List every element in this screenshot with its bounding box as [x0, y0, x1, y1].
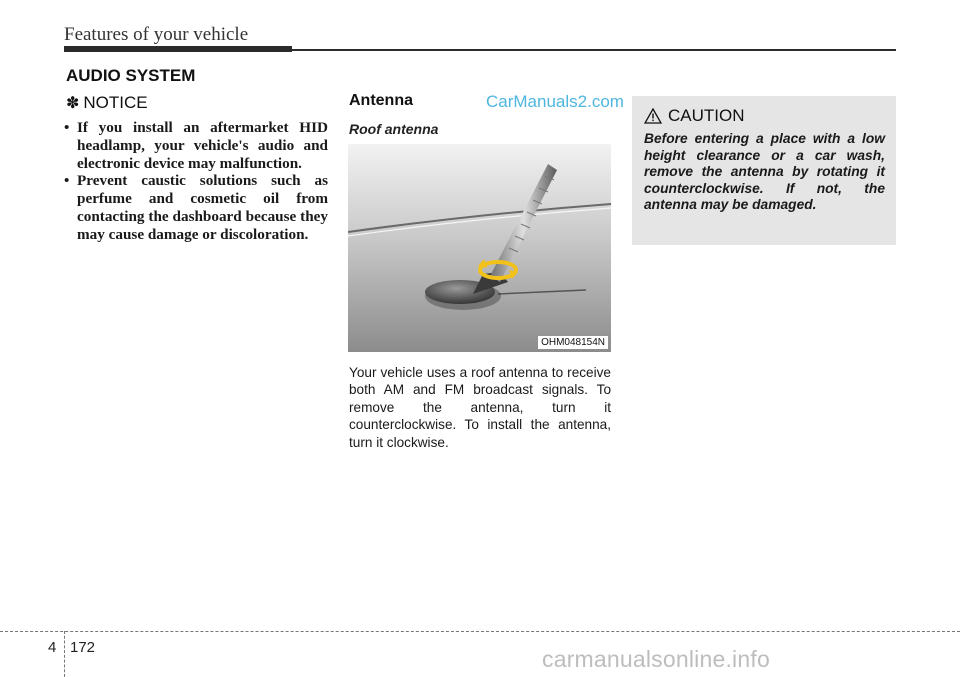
notice-item-text: If you install an aftermarket HID headlamp, your vehicle's audio and electronic device may malfunction. — [77, 119, 328, 172]
caution-box — [632, 96, 896, 245]
notice-heading — [66, 93, 148, 113]
caution-body-text: Before entering a place with a low height clearance or a car wash, remove the antenna by rotating it counterclockwise. If not, the antenna may be damaged. — [644, 131, 885, 213]
notice-list — [60, 119, 328, 244]
roof-antenna-photo — [348, 144, 611, 352]
warning-triangle-icon — [644, 108, 662, 124]
footer-divider — [64, 631, 65, 677]
image-code-label: OHM048154N — [538, 336, 608, 349]
page-number: 172 — [70, 639, 96, 656]
site-watermark: carmanualsonline.info — [542, 646, 770, 672]
roof-antenna-illustration — [348, 144, 611, 352]
watermark-link[interactable]: CarManuals2.com — [486, 92, 624, 111]
page-header-title: Features of your vehicle — [64, 24, 249, 45]
list-item: • If you install an aftermarket HID headlamp, your vehicle's audio and electronic device may malfunction. — [64, 119, 328, 172]
header-rule — [64, 49, 896, 51]
antenna-body-text: Your vehicle uses a roof antenna to receive both AM and FM broadcast signals. To remove the antenna, turn it counterclockwise. To install the antenna, turn it clockwise. — [349, 365, 611, 450]
chapter-number: 4 — [48, 639, 57, 656]
section-title: AUDIO SYSTEM — [66, 66, 196, 85]
antenna-heading: Antenna — [349, 92, 413, 109]
notice-item-text: Prevent caustic solutions such as perfume and cosmetic oil from contacting the dashboard because they may cause damage or discoloration. — [77, 172, 328, 243]
list-item: • Prevent caustic solutions such as perfume and cosmetic oil from contacting the dashboard because they may cause damage or discoloration. — [64, 172, 328, 243]
caution-heading-label: CAUTION — [668, 106, 745, 125]
asterisk-icon: ✽ — [66, 95, 80, 112]
footer-rule — [0, 631, 960, 632]
roof-antenna-subheading: Roof antenna — [349, 121, 439, 137]
notice-heading-label: NOTICE — [83, 93, 148, 112]
caution-heading — [644, 106, 745, 126]
